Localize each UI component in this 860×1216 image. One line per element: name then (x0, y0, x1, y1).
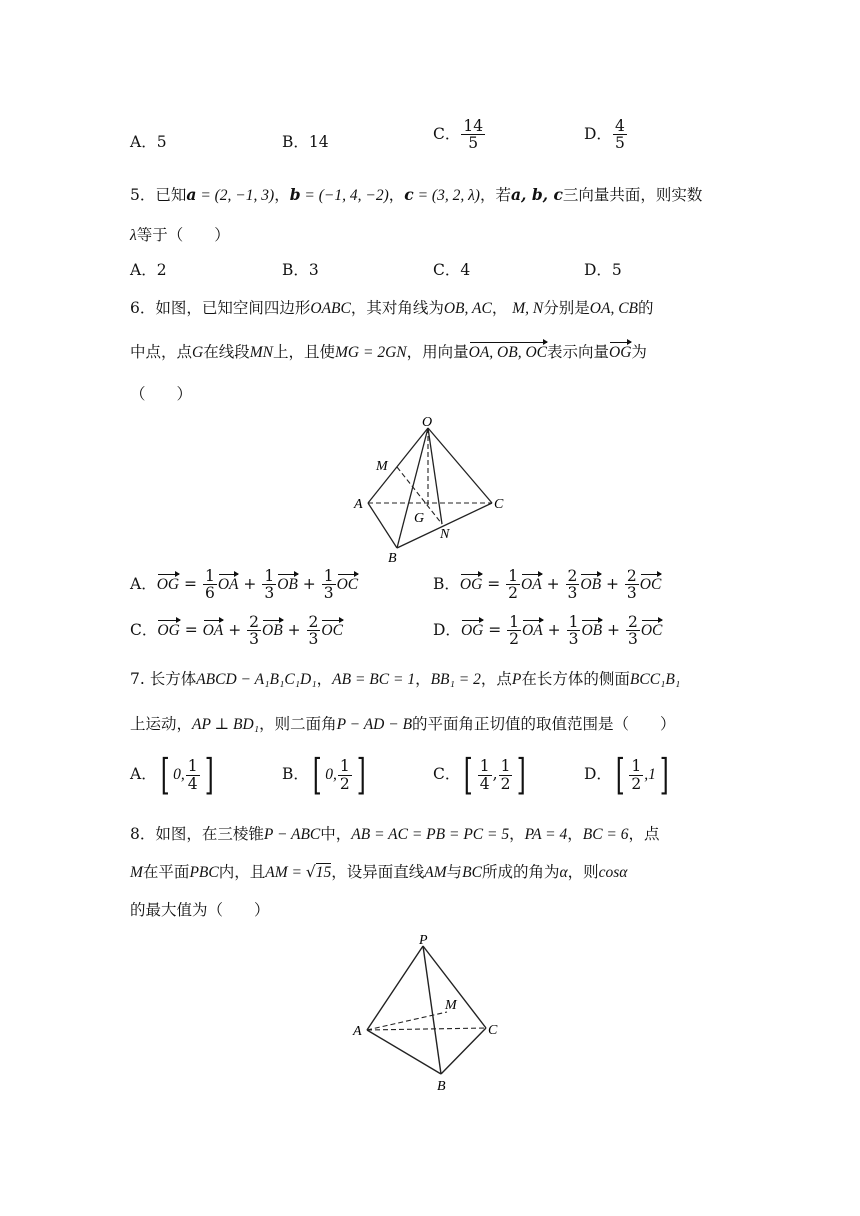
label-g: G (414, 511, 425, 526)
q6-option-a[interactable]: A．OG = $\frac{1}{6}$ OA + $\frac{1}{3}$ OB + $\frac{1}{3}$ OC (130, 567, 359, 603)
label-b: B (388, 551, 397, 566)
q6-line-1: 6．如图，已知空间四边形OABC，其对角线为OB, AC， M, N分别是OA, CB的 (130, 299, 654, 317)
fraction: $\frac{4}{5}$ (614, 117, 625, 153)
q7-line-2: 上运动，AP ⊥ BD₁，则二面角P − AD − B的平面角正切值的取值范围是（ ） (130, 715, 676, 733)
q8-line-2: M在平面PBC内，且AM = √15，设异面直线AM与BC所成的角为α，则cosα (130, 863, 628, 881)
q6-option-b[interactable]: B．OG = $\frac{1}{2}$ OA + $\frac{2}{3}$ OB + $\frac{2}{3}$ OC (433, 567, 662, 603)
q6-line-2: 中点，点G在线段MN上，且使MG = 2GN，用向量OA, OB, OC表示向量OG为 (130, 340, 647, 362)
edge-ob (397, 428, 428, 548)
q8-line-3: 的最大值为（ ） (130, 901, 270, 919)
q5-option-a[interactable]: A．2 (130, 261, 167, 279)
label-m: M (376, 459, 388, 474)
label-c: C (494, 497, 504, 512)
q7-option-a[interactable]: A．[ 0, $\frac{1}{4}$ ] (130, 750, 214, 799)
sqrt-symbol: √ (305, 863, 316, 881)
q4-option-a[interactable]: A．5 (130, 133, 167, 151)
q8-pyramid-figure (345, 928, 545, 1098)
q4-option-c[interactable]: C． $\frac{14}{5}$ (433, 117, 484, 153)
q5-option-b[interactable]: B．3 (282, 261, 319, 279)
q6-option-d[interactable]: D．OG = $\frac{1}{2}$ OA + $\frac{1}{3}$ OB + $\frac{2}{3}$ OC (433, 613, 663, 649)
q5-options (130, 258, 750, 280)
fraction: $\frac{14}{5}$ (463, 117, 484, 153)
q4-option-b[interactable]: B．14 (282, 133, 329, 151)
q7-option-d[interactable]: D．[ $\frac{1}{2}$ ,1] (584, 750, 669, 799)
q6-option-c[interactable]: C．OG = OA + $\frac{2}{3}$ OB + $\frac{2}{3}$ OC (130, 613, 343, 649)
q5-option-d[interactable]: D．5 (584, 261, 622, 279)
label-p: P (419, 933, 428, 948)
edge-ab (368, 503, 397, 548)
label-c: C (488, 1023, 498, 1038)
q4-option-d[interactable]: D． $\frac{4}{5}$ (584, 117, 625, 153)
edge-ab (367, 1030, 441, 1074)
q8-line-1: 8．如图，在三棱锥P − ABC中，AB = AC = PB = PC = 5，PA = 4，BC = 6，点 (130, 825, 660, 843)
label-b: B (437, 1079, 446, 1094)
edge-ac (367, 1028, 486, 1030)
label-o: O (422, 415, 433, 430)
q4-options (130, 118, 750, 164)
q6-line-3: （ ） (130, 385, 193, 403)
label-n: N (440, 527, 450, 542)
q7-option-b[interactable]: B．[ 0, $\frac{1}{2}$ ] (282, 750, 366, 799)
label-m: M (445, 998, 457, 1013)
q5-line-1: 5．已知a = (2, −1, 3)，b = (−1, 4, −2)，c = (3, 2, λ)，若a, b, c三向量共面，则实数 (130, 185, 703, 204)
label-a: A (354, 497, 363, 512)
q7-options (130, 750, 750, 804)
q6-tetrahedron-figure (350, 412, 550, 572)
label-a: A (353, 1024, 362, 1039)
q7-line-1: 7. 长方体ABCD − A₁B₁C₁D₁，AB = BC = 1，BB₁ = 2，点P在长方体的侧面BCC₁B₁ (130, 670, 681, 688)
edge-bc (441, 1028, 486, 1074)
q5-line-2: λ等于（ ） (130, 226, 230, 244)
edge-pa (367, 946, 423, 1030)
q7-option-c[interactable]: C．[ $\frac{1}{4}$ , $\frac{1}{2}$ ] (433, 750, 527, 799)
q5-option-c[interactable]: C．4 (433, 261, 471, 279)
